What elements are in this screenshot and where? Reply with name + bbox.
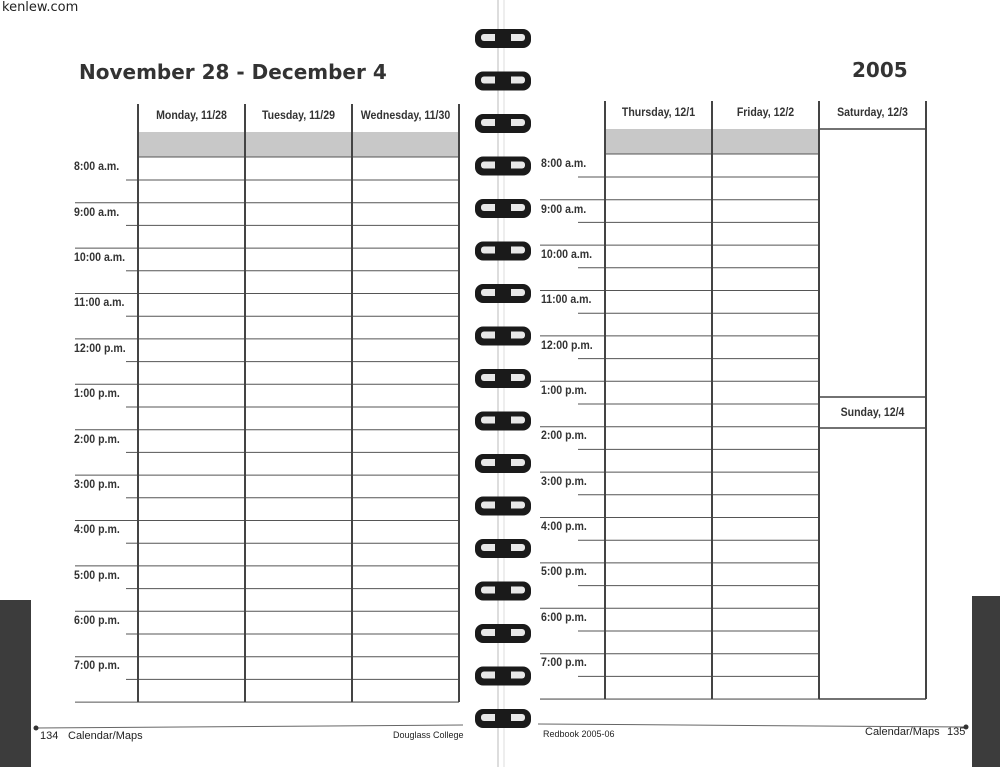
week-title: November 28 - December 4: [79, 60, 387, 84]
time-label: 6:00 p.m.: [541, 610, 587, 624]
time-label: 10:00 a.m.: [74, 250, 126, 264]
day-header-sunday: Sunday, 12/4: [840, 405, 905, 419]
day-header-friday: Friday, 12/2: [736, 105, 795, 119]
time-label: 8:00 a.m.: [541, 156, 587, 170]
spiral-binding: [465, 0, 540, 767]
time-label: 12:00 p.m.: [74, 341, 126, 355]
time-label: 6:00 p.m.: [74, 613, 120, 627]
year-label: 2005: [852, 58, 908, 82]
time-label: 1:00 p.m.: [74, 386, 120, 400]
day-header-tuesday: Tuesday, 11/29: [261, 108, 335, 122]
time-label: 5:00 p.m.: [74, 568, 120, 582]
time-label: 7:00 p.m.: [541, 655, 587, 669]
time-label: 9:00 a.m.: [541, 202, 587, 216]
time-label: 3:00 p.m.: [74, 477, 120, 491]
time-label: 2:00 p.m.: [541, 428, 587, 442]
time-label: 11:00 a.m.: [541, 292, 592, 306]
right-footer-section: Calendar/Maps: [865, 726, 940, 738]
time-label: 4:00 p.m.: [74, 522, 120, 536]
time-label: 1:00 p.m.: [541, 383, 587, 397]
time-label: 5:00 p.m.: [541, 564, 587, 578]
left-page-number: 134: [40, 730, 59, 742]
right-page-number: 135: [947, 726, 966, 738]
day-header-thursday: Thursday, 12/1: [621, 105, 696, 119]
day-header-wednesday: Wednesday, 11/30: [360, 108, 451, 122]
right-footer-book: Redbook 2005-06: [543, 729, 615, 739]
left-footer-section: Calendar/Maps: [68, 730, 143, 742]
day-header-monday: Monday, 11/28: [156, 108, 227, 122]
time-label: 8:00 a.m.: [74, 159, 120, 173]
time-label: 10:00 a.m.: [541, 247, 593, 261]
left-footer-college: Douglass College: [393, 730, 464, 740]
time-label: 7:00 p.m.: [74, 658, 120, 672]
time-label: 2:00 p.m.: [74, 432, 120, 446]
time-label: 9:00 a.m.: [74, 205, 120, 219]
time-label: 11:00 a.m.: [74, 295, 125, 309]
time-label: 4:00 p.m.: [541, 519, 587, 533]
time-label: 3:00 p.m.: [541, 474, 587, 488]
day-header-saturday: Saturday, 12/3: [837, 105, 908, 119]
time-label: 12:00 p.m.: [541, 338, 593, 352]
watermark: kenlew.com: [2, 0, 79, 15]
